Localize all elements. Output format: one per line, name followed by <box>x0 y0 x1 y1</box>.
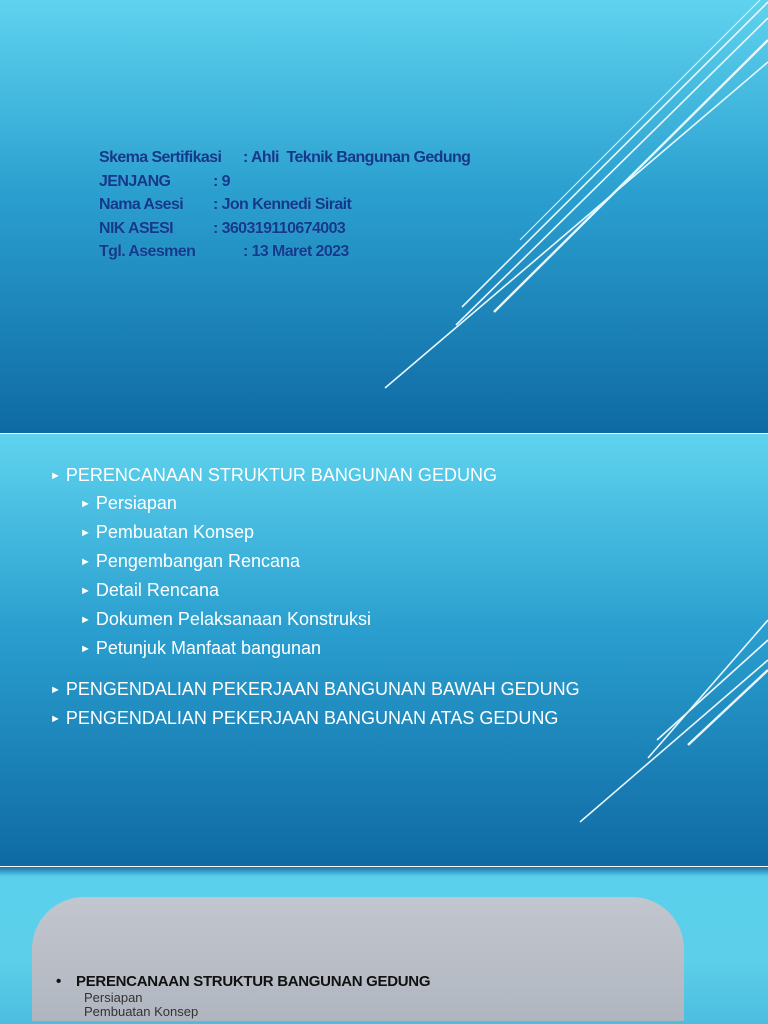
content-card <box>32 897 684 1021</box>
slide-1 <box>0 0 768 433</box>
subtopic: Pembuatan Konsep <box>95 522 255 542</box>
arrow-bullet-icon: ► <box>80 614 91 626</box>
bullet-icon: • <box>56 973 61 990</box>
arrow-bullet-icon: ► <box>80 643 91 655</box>
slide-2 <box>0 434 768 866</box>
list-item <box>50 704 580 733</box>
label-nama: Nama Asesi <box>99 196 184 213</box>
subtopic: Pembuatan Konsep <box>84 1004 199 1019</box>
subtopic-list <box>80 489 371 663</box>
label-skema: Skema Sertifikasi <box>99 149 222 166</box>
slide-3 <box>0 867 768 1024</box>
arrow-bullet-icon: ► <box>80 527 91 539</box>
arrow-bullet-icon: ► <box>80 556 91 568</box>
arrow-bullet-icon: ► <box>50 684 61 696</box>
list-item <box>80 576 371 605</box>
topic-main: PENGENDALIAN PEKERJAAN BANGUNAN ATAS GEDUNG <box>65 708 559 728</box>
list-item <box>80 605 371 634</box>
list-item <box>50 675 580 704</box>
arrow-bullet-icon: ► <box>80 585 91 597</box>
value-nik: : 360319110674003 <box>213 219 346 237</box>
value-jenjang: : 9 <box>213 172 230 190</box>
subtopic: Persiapan <box>95 493 177 513</box>
arrow-bullet-icon: ► <box>50 470 61 482</box>
card-heading <box>56 973 430 990</box>
topic-main: PERENCANAAN STRUKTUR BANGUNAN GEDUNG <box>65 465 497 485</box>
list-item <box>80 547 371 576</box>
subtopic: Pengembangan Rencana <box>95 551 301 571</box>
value-skema: : Ahli Teknik Bangunan Gedung <box>243 149 471 166</box>
list-item <box>80 634 371 663</box>
topic-list <box>50 461 497 490</box>
arrow-bullet-icon: ► <box>50 713 61 725</box>
label-nik: NIK ASESI <box>99 219 174 237</box>
subtopic: Detail Rencana <box>95 580 219 600</box>
value-tanggal: : 13 Maret 2023 <box>243 243 349 260</box>
subtopic: Persiapan <box>84 990 143 1005</box>
heading-text: PERENCANAAN STRUKTUR BANGUNAN GEDUNG <box>76 973 431 990</box>
subtopic: Petunjuk Manfaat bangunan <box>95 638 322 658</box>
value-nama: : Jon Kennedi Sirait <box>213 196 352 213</box>
topic-list-2 <box>50 675 580 733</box>
list-item <box>80 518 371 547</box>
arrow-bullet-icon: ► <box>80 498 91 510</box>
list-item <box>80 489 371 518</box>
label-tanggal: Tgl. Asesmen <box>99 243 196 260</box>
subtopic: Dokumen Pelaksanaan Konstruksi <box>95 609 372 629</box>
label-jenjang: JENJANG <box>99 172 171 190</box>
certification-info <box>99 146 471 264</box>
list-item <box>50 461 497 490</box>
topic-main: PENGENDALIAN PEKERJAAN BANGUNAN BAWAH GEDUNG <box>65 679 580 699</box>
